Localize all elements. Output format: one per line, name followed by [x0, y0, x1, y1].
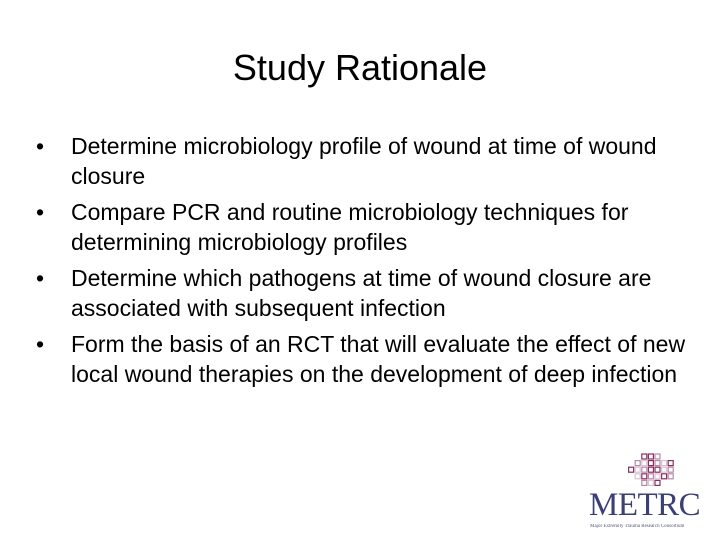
bullet-text: Determine which pathogens at time of wound closure are associated with subsequent infection: [71, 265, 652, 321]
logo-square: [635, 467, 640, 472]
logo-squares-icon: [622, 452, 682, 488]
bullet-item: [36, 198, 686, 257]
bullet-marker: •: [36, 331, 45, 357]
logo-square: [648, 467, 653, 472]
metrc-logo: [586, 452, 712, 532]
logo-square: [655, 454, 660, 459]
bullet-list: [36, 132, 686, 396]
logo-square: [642, 461, 647, 466]
logo-square: [655, 480, 660, 485]
logo-square: [635, 474, 640, 479]
logo-square: [642, 467, 647, 472]
logo-square: [648, 454, 653, 459]
logo-square: [629, 467, 634, 472]
logo-square: [662, 474, 667, 479]
logo-square: [642, 454, 647, 459]
logo-subtitle: Major Extremity Trauma Research Consortium: [590, 524, 685, 529]
logo-square: [655, 467, 660, 472]
slide-title: Study Rationale: [232, 47, 488, 88]
bullet-item: [36, 330, 686, 389]
logo-square: [635, 461, 640, 466]
logo-wordmark: METRC: [589, 487, 701, 523]
bullet-text: Form the basis of an RCT that will evaluate the effect of new local wound therapies on the development of deep infection: [71, 331, 686, 387]
logo-square: [648, 474, 653, 479]
bullet-item: [36, 132, 686, 191]
logo-square: [642, 474, 647, 479]
bullet-item: [36, 264, 686, 323]
bullet-marker: •: [36, 265, 45, 291]
logo-square: [642, 480, 647, 485]
bullet-text: Compare PCR and routine microbiology techniques for determining microbiology profiles: [71, 199, 629, 255]
logo-square: [655, 474, 660, 479]
bullet-marker: •: [36, 133, 45, 159]
logo-square: [668, 474, 673, 479]
logo-square: [648, 461, 653, 466]
bullet-marker: •: [36, 199, 45, 225]
logo-square: [655, 461, 660, 466]
logo-square: [662, 461, 667, 466]
logo-square: [668, 461, 673, 466]
logo-square: [668, 467, 673, 472]
bullet-text: Determine microbiology profile of wound at time of wound closure: [71, 133, 657, 189]
logo-square: [648, 480, 653, 485]
logo-square: [662, 467, 667, 472]
